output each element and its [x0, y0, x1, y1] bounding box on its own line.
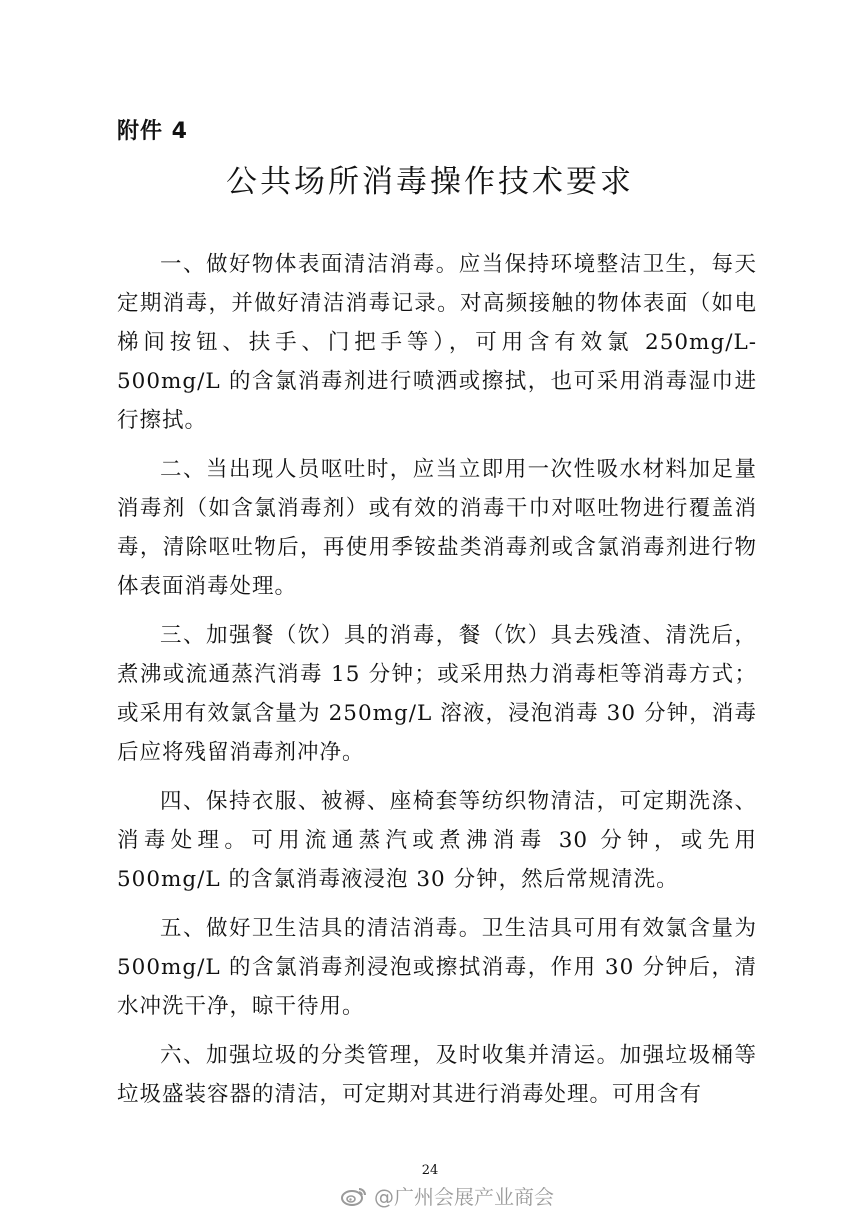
paragraph: 五、做好卫生洁具的清洁消毒。卫生洁具可用有效氯含量为 500mg/L 的含氯消毒剂浸泡或擦拭消毒，作用 30 分钟后，清水冲洗干净，晾干待用。: [117, 916, 757, 1019]
document-title: 公共场所消毒操作技术要求: [226, 164, 634, 200]
paragraph: 四、保持衣服、被褥、座椅套等纺织物清洁，可定期洗涤、消毒处理。可用流通蒸汽或煮沸消毒 30 分钟，或先用 500mg/L 的含氯消毒液浸泡 30 分钟，然后常规清洗。: [117, 789, 757, 892]
watermark-text: @广州会展产业商会: [374, 1185, 554, 1209]
watermark: [340, 1181, 554, 1210]
paragraph: 三、加强餐（饮）具的消毒，餐（饮）具去残渣、清洗后，煮沸或流通蒸汽消毒 15 分钟；或采用热力消毒柜等消毒方式；或采用有效氯含量为 250mg/L 溶液，浸泡消毒 30 分钟，消毒后应将残留消毒剂冲净。: [117, 623, 757, 765]
attachment-label: 附件 4: [117, 119, 188, 144]
paragraph: 二、当出现人员呕吐时，应当立即用一次性吸水材料加足量消毒剂（如含氯消毒剂）或有效的消毒干巾对呕吐物进行覆盖消毒，清除呕吐物后，再使用季铵盐类消毒剂或含氯消毒剂进行物体表面消毒处理。: [117, 457, 757, 599]
paragraph: 一、做好物体表面清洁消毒。应当保持环境整洁卫生，每天定期消毒，并做好清洁消毒记录。对高频接触的物体表面（如电梯间按钮、扶手、门把手等），可用含有效氯 250mg/L-500mg/L 的含氯消毒剂进行喷洒或擦拭，也可采用消毒湿巾进行擦拭。: [117, 252, 757, 433]
weibo-icon: [340, 1185, 368, 1207]
page-number: 24: [421, 1163, 439, 1178]
document-body: [117, 245, 757, 1124]
paragraph: 六、加强垃圾的分类管理，及时收集并清运。加强垃圾桶等垃圾盛装容器的清洁，可定期对其进行消毒处理。可用含有: [117, 1043, 757, 1107]
